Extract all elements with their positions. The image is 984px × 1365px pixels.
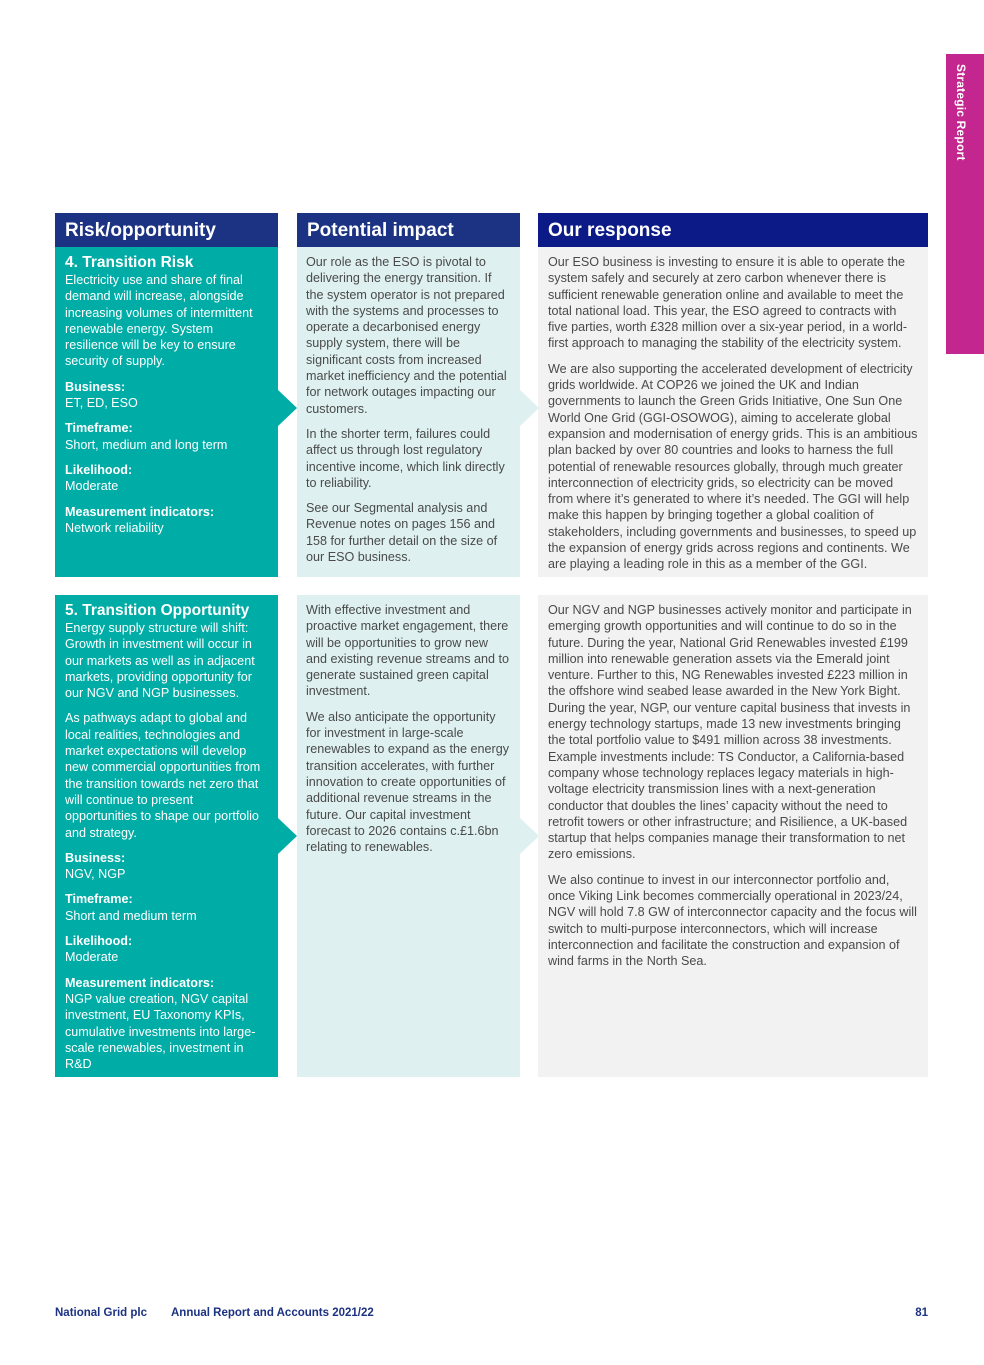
business-label: Business: — [65, 379, 126, 394]
column-header-response: Our response — [538, 213, 928, 247]
column-header-impact: Potential impact — [297, 213, 520, 247]
risk-title: 4. Transition Risk — [65, 254, 194, 271]
footer-company: National Grid plc — [55, 1307, 148, 1319]
business-value: ET, ED, ESO — [65, 396, 138, 411]
risk-description: Electricity use and share of final demand will increase, alongside increasing volumes of intermittent renewable energy. System resilience will be key to ensure security of supply. — [65, 273, 253, 369]
likelihood-label: Likelihood: — [65, 934, 133, 949]
indicators-value: Network reliability — [65, 520, 164, 535]
column-header-risk: Risk/opportunity — [55, 213, 278, 247]
risk-cell-transition-risk — [55, 247, 278, 577]
section-tab-label: Strategic Report — [954, 64, 968, 161]
business-label: Business: — [65, 850, 126, 865]
risk-likelihood — [65, 462, 268, 495]
risk-title: 5. Transition Opportunity — [65, 602, 250, 619]
indicators-label: Measurement indicators: — [65, 975, 215, 990]
response-paragraph: Our NGV and NGP businesses actively monitor and participate in emerging growth opportunities and will continue to do so in the future. During the year, National Grid Renewables invested £199 million into renewable generation assets via the Emerald joint venture. Further to this, NG Renewables invested £223 million in the offshore wind seabed lease awarded in the New York Bight. During the year, NGP, our venture capital business that invests in energy technology startups, made 13 new investments bringing the total portfolio value to $491 million across 38 investments. Example investments include: TS Conductor, a California-based company whose technology replaces legacy materials in high-voltage electricity transmission lines with a next-generation conductor that doubles the lines’ capacity without the need to retrofit towers or other infrastructure; and Risilience, a UK-based startup that helps companies manage their transformation to net zero emissions. — [548, 603, 912, 862]
timeframe-label: Timeframe: — [65, 892, 133, 907]
risk-timeframe — [65, 420, 268, 453]
page-number: 81 — [915, 1307, 928, 1319]
risk-description: As pathways adapt to global and local realities, technologies and market expectations will develop new commercial opportunities from the transition towards net zero that will continue to present opportunities to shape our portfolio and strategy. — [65, 711, 261, 840]
risk-indicators — [65, 504, 268, 537]
response-paragraph: Our ESO business is investing to ensure it is able to operate the system safely and securely at zero carbon whenever there is sufficient renewable generation online and available to meet the total national load. This year, the ESO agreed to contracts with five parties, worth £328 million over a six-year period, in a world-first approach to managing the stability of the electricity system. — [548, 255, 908, 351]
risk-cell-transition-opportunity — [55, 595, 278, 1077]
timeframe-label: Timeframe: — [65, 421, 133, 436]
risk-indicators — [65, 975, 268, 1073]
impact-cell-transition-opportunity — [297, 595, 520, 1077]
indicators-label: Measurement indicators: — [65, 504, 215, 519]
section-tab[interactable] — [946, 54, 984, 354]
risk-business — [65, 379, 268, 412]
impact-cell-transition-risk — [297, 247, 520, 577]
impact-paragraph: With effective investment and proactive market engagement, there will be opportunities to grow new and existing revenue streams and to generate sustained green capital investment. — [306, 603, 510, 699]
response-paragraph: We are also supporting the accelerated development of electricity grids worldwide. At COP26 we joined the UK and Indian governments to launch the Green Grids Initiative, One Sun One World One Grid (GGI-OSOWOG), aiming to accelerate global expansion and modernisation of energy grids. This is an ambitious plan backed by over 80 countries and looks to harness the full potential of renewable resources globally, through much greater interconnection of electricity grids, so electricity can be moved from where it’s generated to where it’s needed. The GGI will help make this happen by bringing together a global coalition of stakeholders, including governments and businesses, to speed up the expansion of energy grids across regions and continents. We are playing a leading role in this as a member of the GGI. — [548, 361, 918, 572]
response-cell-transition-opportunity — [538, 595, 928, 1077]
risk-description: Energy supply structure will shift: Growth in investment will occur in our markets as well as in adjacent markets, providing opportunity for our NGV and NGP businesses. — [65, 621, 255, 701]
impact-paragraph: We also anticipate the opportunity for investment in large-scale renewables to expand as the energy transition accelerates, with further innovation to create opportunities of additional revenue streams in the future. Our capital investment forecast to 2026 contains c.£1.6bn relating to renewables. — [306, 709, 510, 855]
impact-paragraph: In the shorter term, failures could affect us through lost regulatory incentive income, which link directly to reliability. — [306, 426, 505, 490]
impact-paragraph: Our role as the ESO is pivotal to delivering the energy transition. If the system operator is not prepared with the systems and processes to operate a decarbonised energy supply system, there will be significant costs from increased market inefficiency and the potential for network outages impacting our customers. — [306, 255, 507, 416]
footer-report-title: Annual Report and Accounts 2021/22 — [171, 1307, 374, 1319]
response-cell-transition-risk — [538, 247, 928, 577]
business-value: NGV, NGP — [65, 867, 126, 882]
arrow-right-icon — [520, 818, 539, 854]
timeframe-value: Short and medium term — [65, 908, 197, 923]
risk-business — [65, 850, 268, 883]
risk-likelihood — [65, 933, 268, 966]
impact-paragraph: See our Segmental analysis and Revenue notes on pages 156 and 158 for further detail on the size of our ESO business. — [306, 501, 498, 565]
arrow-right-icon — [278, 390, 297, 426]
risk-timeframe — [65, 891, 268, 924]
timeframe-value: Short, medium and long term — [65, 437, 228, 452]
likelihood-label: Likelihood: — [65, 462, 133, 477]
likelihood-value: Moderate — [65, 479, 119, 494]
indicators-value: NGP value creation, NGV capital investment, EU Taxonomy KPIs, cumulative investments into large-scale renewables, investment in R&D — [65, 991, 256, 1072]
likelihood-value: Moderate — [65, 950, 119, 965]
arrow-right-icon — [520, 390, 539, 426]
response-paragraph: We also continue to invest in our interconnector portfolio and, once Viking Link becomes commercially operational in 2023/24, NGV will hold 7.8 GW of interconnector capacity and the focus will switch to multi-purpose interconnectors, which will increase interconnection and facilitate the construction and expansion of wind farms in the North Sea. — [548, 872, 917, 969]
arrow-right-icon — [278, 818, 297, 854]
